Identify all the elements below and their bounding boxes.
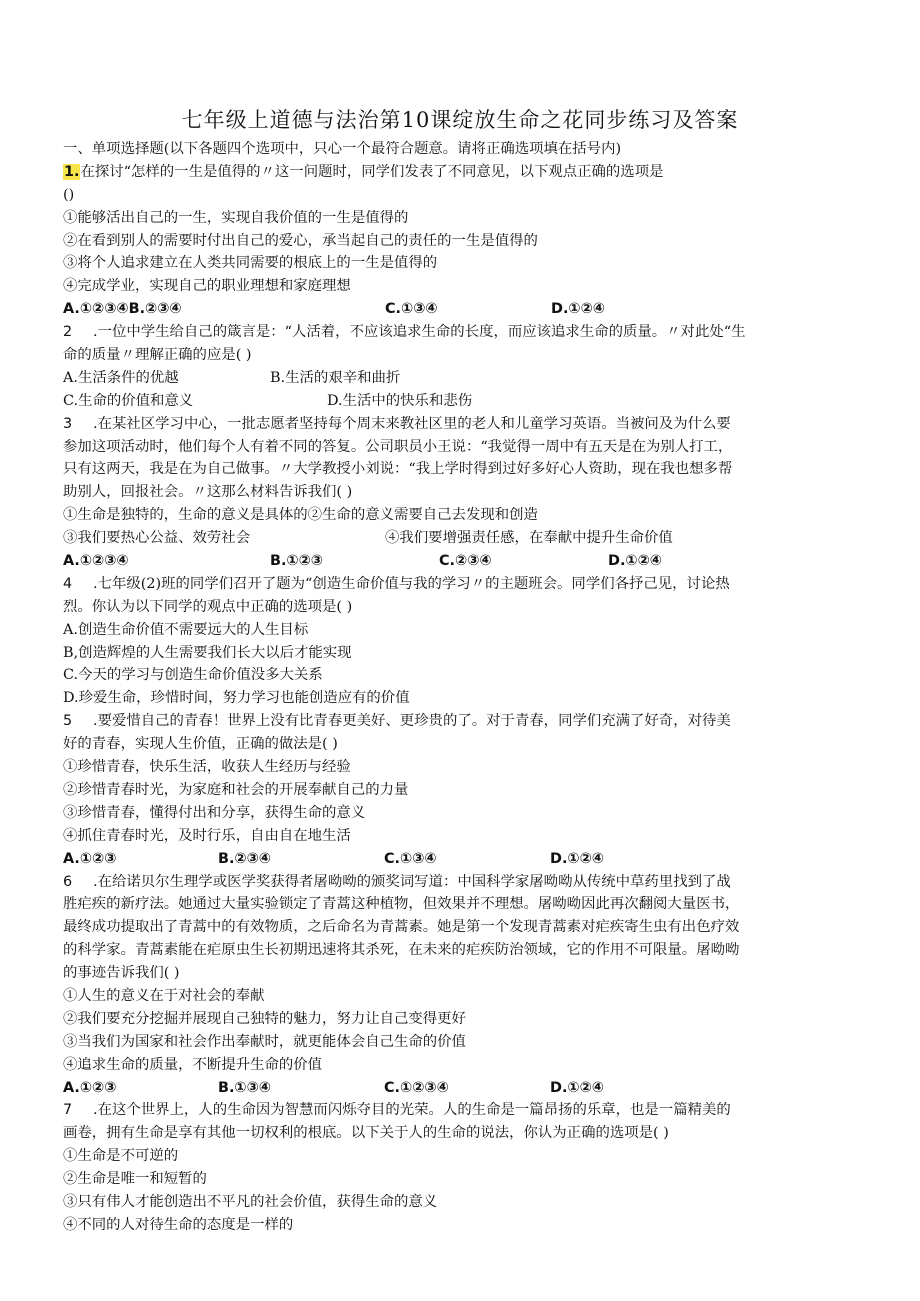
q2-stem: 2 .一位中学生给自己的箴言是：“人活着，不应该追求生命的长度，而应该追求生命的质量。〃对此处“生 <box>63 324 746 341</box>
q1-item: ④完成学业，实现自己的职业理想和家庭理想 <box>63 278 351 295</box>
q6-stem-cont: 的科学家。青蒿素能在疟原虫生长初期迅速将其杀死，在未来的疟疾防治领域，它的作用不可限量。屠呦呦 <box>63 942 740 959</box>
q2-options-row1: A.生活条件的优越 B.生活的艰辛和曲折 <box>63 369 401 386</box>
q3-options: A.①②③④ B.①②③ C.②③④ D.①②④ <box>63 553 662 570</box>
section-heading: 一、单项选择题(以下各题四个选项中，只心一个最符合题意。请将正确选项填在括号内) <box>63 141 622 157</box>
q7-stem: 7 .在这个世界上，人的生命因为智慧而闪烁夺目的光荣。人的生命是一篇昂扬的乐章，也是一篇精美的 <box>63 1102 731 1119</box>
q6-stem-cont: 胜疟疾的新疗法。她通过大量实验锁定了青蒿这种植物，但效果并不理想。屠呦呦因此再次翻阅大量医书， <box>63 896 740 913</box>
q7-item: ④不同的人对待生命的态度是一样的 <box>63 1216 294 1233</box>
q5-item: ④抓住青春时光，及时行乐，自由自在地生活 <box>63 827 351 844</box>
q5-options: A.①②③ B.②③④ C.①③④ D.①②④ <box>63 850 604 867</box>
q5-item: ①珍惜青春，快乐生活，收获人生经历与经验 <box>63 759 351 776</box>
q6-item: ②我们要充分挖掘并展现自己独特的魅力，努力让自己变得更好 <box>63 1010 466 1027</box>
q1-stem-cont: () <box>63 186 75 203</box>
q6-item: ③当我们为国家和社会作出奉献时，就更能体会自己生命的价值 <box>63 1033 466 1050</box>
q1-stem: 1.在探讨“怎样的一生是值得的〃这一问题时，同学们发表了不同意见，以下观点正确的选项是 <box>64 163 664 180</box>
q7-item: ③只有伟人才能创造出不平凡的社会价值，获得生命的意义 <box>63 1193 438 1210</box>
q6-stem-cont: 最终成功提取出了青蒿中的有效物质，之后命名为青蒿素。她是第一个发现青蒿素对疟疾寄生虫有出色疗效 <box>63 919 740 936</box>
q1-item: ③将个人追求建立在人类共同需要的根底上的一生是值得的 <box>63 255 438 272</box>
q7-stem-cont: 画卷，拥有生命是享有其他一切权利的根底。以下关于人的生命的说法，你认为正确的选项是( ) <box>63 1125 669 1142</box>
q3-stem-cont: 参加这项活动时，他们每个人有着不同的答复。公司职员小王说：“我觉得一周中有五天是在为别人打工， <box>63 438 733 455</box>
q5-item: ③珍惜青春，懂得付出和分享，获得生命的意义 <box>63 804 366 821</box>
q2-stem-cont: 命的质量〃理解正确的应是( ) <box>63 347 252 364</box>
q7-item: ①生命是不可逆的 <box>63 1148 179 1165</box>
page-title: 七年级上道德与法治第10课绽放生命之花同步练习及答案 <box>181 108 739 132</box>
q2-options-row2: C.生命的价值和意义 D.生活中的快乐和悲伤 <box>63 392 473 409</box>
q4-option: C.今天的学习与创造生命价值没多大关系 <box>63 667 323 684</box>
q6-item: ④追求生命的质量，不断提升生命的价值 <box>63 1056 323 1073</box>
q7-item: ②生命是唯一和短暂的 <box>63 1171 207 1188</box>
q5-item: ②珍惜青春时光，为家庭和社会的开展奉献自己的力量 <box>63 781 409 798</box>
document-body <box>63 138 863 1237</box>
q6-options: A.①②③ B.①③④ C.①②③④ D.①②④ <box>63 1079 604 1096</box>
q4-option: D.珍爱生命，珍惜时间，努力学习也能创造应有的价值 <box>63 690 410 707</box>
q5-stem-cont: 好的青春，实现人生价值，正确的做法是( ) <box>63 736 338 753</box>
q6-stem: 6 .在给诺贝尔生理学或医学奖获得者屠呦呦的颁奖词写道：中国科学家屠呦呦从传统中草药里找到了战 <box>63 873 731 890</box>
q1-item: ②在看到别人的需要时付出自己的爱心，承当起自己的责任的一生是值得的 <box>63 232 538 249</box>
q6-stem-cont: 的事迹告诉我们( ) <box>63 965 180 982</box>
q3-item: ①生命是独特的，生命的意义是具体的②生命的意义需要自己去发现和创造 <box>63 507 538 524</box>
q4-option: B,创造辉煌的人生需要我们长大以后才能实现 <box>63 644 352 661</box>
q4-stem-cont: 烈。你认为以下同学的观点中正确的选项是( ) <box>63 598 353 615</box>
q4-option: A.创造生命价值不需要远大的人生目标 <box>63 621 309 638</box>
q3-stem-cont: 只有这两天，我是在为自己做事。〃大学教授小刘说：“我上学时得到过好多好心人资助，现在我也想多帮 <box>63 461 733 478</box>
q5-stem: 5 .要爱惜自己的青春！世界上没有比青春更美好、更珍贵的了。对于青春，同学们充满了好奇，对待美 <box>63 713 731 730</box>
q3-stem: 3 .在某社区学习中心，一批志愿者坚持每个周末来教社区里的老人和儿童学习英语。当被问及为什么要 <box>63 415 731 432</box>
q1-number: 1. <box>64 163 80 180</box>
q3-items-row: ③我们要热心公益、效劳社会 ④我们要增强责任感，在奉献中提升生命价值 <box>63 530 673 547</box>
q4-stem: 4 .七年级(2)班的同学们召开了题为“创造生命价值与我的学习〃的主题班会。同学们各抒己见，讨论热 <box>63 575 730 592</box>
q3-stem-cont: 助别人，回报社会。〃这那么材料告诉我们( ) <box>63 484 353 501</box>
q6-item: ①人生的意义在于对社会的奉献 <box>63 987 265 1004</box>
q1-options: A.①②③④B.②③④ C.①③④ D.①②④ <box>63 301 605 318</box>
q1-item: ①能够活出自己的一生，实现自我价值的一生是值得的 <box>63 209 409 226</box>
